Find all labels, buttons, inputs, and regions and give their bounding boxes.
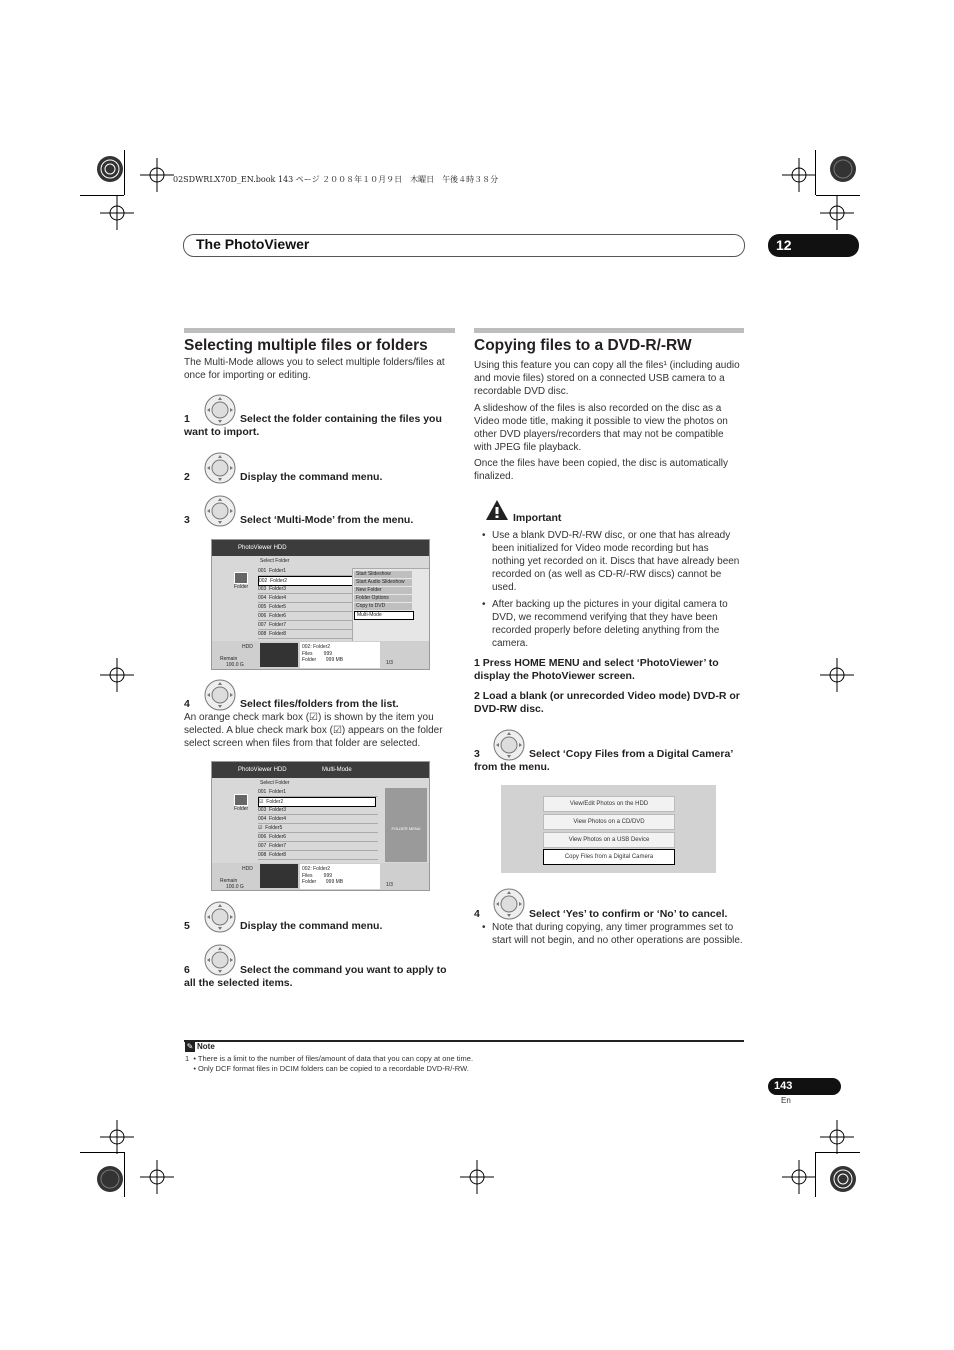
step-3-number: 3	[184, 514, 190, 526]
crop-line	[124, 150, 125, 195]
page-title: The PhotoViewer	[196, 236, 310, 252]
step-1-text: Select the folder containing the files you want to import.	[184, 413, 442, 438]
crop-line	[80, 1152, 124, 1153]
paragraph-1: Using this feature you can copy all the files¹ (including audio and movie files) stored on a connected USB camera to a recordable DVD disc.	[474, 360, 740, 397]
info-files: Files 999	[302, 873, 333, 879]
remote-dial-icon	[204, 679, 236, 711]
copy-menu-screenshot	[501, 785, 716, 873]
page-indicator: 1/3	[386, 882, 393, 888]
copy-menu-item-selected: Copy Files from a Digital Camera	[543, 849, 675, 865]
menu-item: New Folder	[354, 587, 412, 594]
list-item: 001 Folder1	[258, 788, 378, 797]
section-heading: Selecting multiple files or folders	[184, 337, 428, 354]
info-folder: Folder 999 MB	[302, 657, 344, 663]
list-item: 002 Folder2	[258, 576, 354, 586]
crosshair-icon	[820, 196, 854, 230]
step-3-number: 3	[474, 748, 480, 760]
paragraph-3: Once the files have been copied, the disc is automatically finalized.	[474, 458, 729, 482]
crosshair-icon	[140, 158, 174, 192]
thumbnail	[260, 643, 298, 667]
crop-line	[80, 195, 124, 196]
footnote-1: 1 • There is a limit to the number of files/amount of data that you can copy at one time.	[185, 1054, 474, 1063]
list-item: 007 Folder7	[258, 621, 352, 630]
multi-mode-label: Multi-Mode	[322, 767, 352, 773]
check-icon: ☑	[259, 799, 264, 805]
crop-line	[816, 1152, 860, 1153]
info-name: 002: Folder2	[302, 866, 331, 872]
menu-item: Multi-Mode	[354, 611, 414, 620]
crop-line	[816, 195, 860, 196]
crosshair-icon	[820, 658, 854, 692]
crosshair-icon	[820, 1120, 854, 1154]
chapter-badge	[768, 234, 859, 257]
registration-mark-icon	[93, 1162, 127, 1196]
list-item: 008 Folder8	[258, 630, 352, 639]
warning-hand-icon	[485, 499, 509, 521]
hdd-label: HDD	[242, 866, 253, 872]
registration-mark-icon	[826, 1162, 860, 1196]
folder-menu-panel	[385, 788, 427, 862]
step-2-number: 2	[184, 471, 190, 483]
paragraph-2: A slideshow of the files is also recorded on the disc as a Video mode title, making it possible to view the photos on other DVD players/recorders that may not be compatible with JPEG file playback.	[474, 403, 728, 453]
language-code: En	[781, 1096, 791, 1105]
copy-menu-item: View/Edit Photos on the HDD	[543, 796, 675, 812]
chapter-number: 12	[776, 237, 792, 253]
section-bar	[474, 328, 744, 333]
step-2-text: 2 Load a blank (or unrecorded Video mode) DVD-R or DVD-RW disc.	[474, 690, 740, 715]
folder-label: Folder	[234, 584, 249, 590]
list-item: ☑ Folder5	[258, 824, 378, 833]
footnote-2: • Only DCF format files in DCIM folders can be copied to a recordable DVD-R/-RW.	[185, 1064, 469, 1073]
important-label: Important	[513, 512, 562, 524]
menu-item: Start Audio Slideshow	[354, 579, 412, 586]
crosshair-icon	[782, 158, 816, 192]
crop-line	[815, 1152, 816, 1197]
menu-item: Start Slideshow	[354, 571, 412, 578]
list-item: 004 Folder4	[258, 815, 378, 824]
list-item: 006 Folder6	[258, 612, 352, 621]
check-icon: ☑	[258, 825, 263, 831]
crosshair-icon	[460, 1160, 494, 1194]
list-item: 007 Folder7	[258, 842, 378, 851]
crosshair-icon	[140, 1160, 174, 1194]
info-files: Files 999	[302, 651, 333, 657]
important-bullet-2: • After backing up the pictures in your digital camera to DVD, we recommend verifying that they have been recorded properly before deleting anything from the camera.	[492, 598, 744, 650]
menu-item: Copy to DVD	[354, 603, 412, 610]
step-6-text: Select the command you want to apply to all the selected items.	[184, 964, 447, 989]
step-3-text: Select ‘Copy Files from a Digital Camera’ from the menu.	[474, 748, 733, 773]
step-4-note: • Note that during copying, any timer programmes set to start will not begin, and no other operations are possible.	[492, 921, 744, 947]
step-4-body: An orange check mark box (☑) is shown by the item you selected. A blue check mark box (☑) appears on the folder select screen when files from that folder are selected.	[184, 712, 443, 749]
list-item: ☑ Folder2	[258, 797, 376, 807]
list-item: 003 Folder3	[258, 585, 352, 594]
print-header: 02SDWRLX70D_EN.book 143 ページ ２００８年１０月９日 木曜日 午後４時３８分	[173, 175, 499, 184]
section-heading: Copying files to a DVD-R/-RW	[474, 337, 692, 354]
important-bullet-1: • Use a blank DVD-R/-RW disc, or one that has already been initialized for Video mode recording but has nothing yet recorded on it. Discs that have already been recorded on (as well as CD-R/-RW discs) cannot be used.	[492, 529, 744, 594]
notes-rule	[184, 1040, 744, 1042]
folder-label: Folder	[234, 806, 249, 812]
select-folder-label: Select Folder	[260, 558, 290, 564]
info-name: 002: Folder2	[302, 644, 331, 650]
section-bar	[184, 328, 455, 333]
step-4-text: Select ‘Yes’ to confirm or ‘No’ to cancel.	[529, 908, 728, 920]
page-number-badge	[768, 1078, 841, 1095]
crosshair-icon	[782, 1160, 816, 1194]
select-folder-label: Select Folder	[260, 780, 290, 786]
step-1-number: 1	[184, 413, 190, 425]
crop-line	[124, 1152, 125, 1197]
remote-dial-icon	[204, 901, 236, 933]
step-2-text: Display the command menu.	[240, 471, 383, 483]
screen-title: PhotoViewer HDD	[212, 540, 429, 556]
crosshair-icon	[100, 196, 134, 230]
remote-dial-icon	[204, 452, 236, 484]
thumbnail	[260, 864, 298, 888]
step-5-number: 5	[184, 920, 190, 932]
list-item: 001 Folder1	[258, 567, 352, 576]
step-3-text: Select ‘Multi-Mode’ from the menu.	[240, 514, 414, 526]
list-item: 005 Folder5	[258, 603, 352, 612]
folder-menu-label: FOLDER MENU	[391, 826, 421, 831]
step-1-text: 1 Press HOME MENU and select ‘PhotoViewer’ to display the PhotoViewer screen.	[474, 657, 719, 682]
note-label: Note	[197, 1042, 215, 1051]
hdd-label: HDD	[242, 644, 253, 650]
remain-value: 100.0 G	[226, 662, 244, 668]
step-4-text: Select files/folders from the list.	[240, 698, 399, 710]
step-5-text: Display the command menu.	[240, 920, 383, 932]
screenshot-multimode-menu	[211, 539, 430, 670]
list-item: 003 Folder3	[258, 806, 378, 815]
page-number: 143	[774, 1080, 793, 1092]
copy-menu-item: View Photos on a USB Device	[543, 832, 675, 848]
folder-icon	[234, 794, 248, 806]
remain-value: 100.0 G	[226, 884, 244, 890]
step-4-number: 4	[184, 698, 190, 710]
crosshair-icon	[100, 658, 134, 692]
step-6-number: 6	[184, 964, 190, 976]
info-folder: Folder 999 MB	[302, 879, 344, 885]
copy-menu-item: View Photos on a CD/DVD	[543, 814, 675, 830]
registration-mark-icon	[826, 152, 860, 186]
menu-item: Folder Options	[354, 595, 412, 602]
page-indicator: 1/3	[386, 660, 393, 666]
note-icon: ✎	[186, 1042, 194, 1051]
folder-icon	[234, 572, 248, 584]
screen-title: PhotoViewer HDD Multi-Mode	[212, 762, 429, 778]
registration-mark-icon	[93, 152, 127, 186]
screenshot-multimode-select	[211, 761, 430, 891]
crop-line	[815, 150, 816, 195]
remote-dial-icon	[204, 495, 236, 527]
remote-dial-icon	[493, 888, 525, 920]
list-item: 006 Folder6	[258, 833, 378, 842]
list-item: 008 Folder8	[258, 851, 378, 860]
remain-label: Remain	[220, 878, 238, 884]
remain-label: Remain	[220, 656, 238, 662]
list-item: 004 Folder4	[258, 594, 352, 603]
intro-text: The Multi-Mode allows you to select multiple folders/files at once for importing or editing.	[184, 357, 445, 381]
step-4-number: 4	[474, 908, 480, 920]
crosshair-icon	[100, 1120, 134, 1154]
